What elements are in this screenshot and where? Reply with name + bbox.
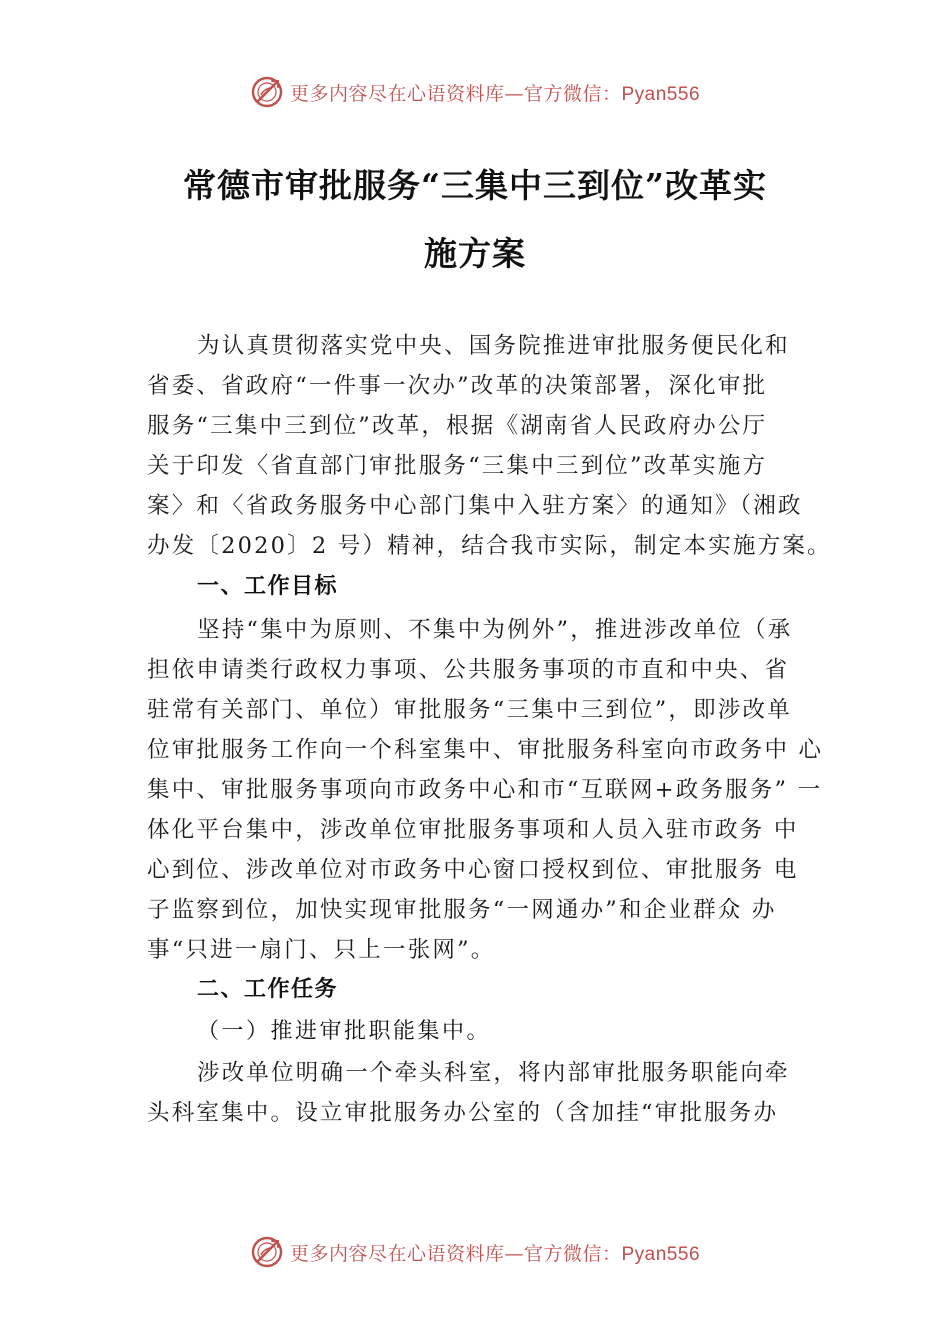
paragraph-line: 为认真贯彻落实党中央、国务院推进审批服务便民化和 xyxy=(197,333,790,359)
wechat-id: Pyan556 xyxy=(621,83,701,105)
watermark-text: 更多内容尽在心语资料库—官方微信：Pyan556 xyxy=(289,82,701,105)
subsection-heading: （一）推进审批职能集中。 xyxy=(197,1019,492,1044)
paragraph-line: 驻常有关部门、单位）审批服务“三集中三到位”，即涉改单 xyxy=(147,697,792,723)
paragraph-line: 心到位、涉改单位对市政务中心窗口授权到位、审批服务 电 xyxy=(147,857,799,883)
paragraph-line: 体化平台集中，涉改单位审批服务事项和人员入驻市政务 中 xyxy=(147,817,799,843)
paragraph-line: 子监察到位，加快实现审批服务“一网通办”和企业群众 办 xyxy=(147,897,777,923)
watermark-logo-icon xyxy=(250,75,284,109)
paragraph-line: 坚持“集中为原则、不集中为例外”，推进涉改单位（承 xyxy=(197,617,793,643)
paragraph-line: 位审批服务工作向一个科室集中、审批服务科室向市政务中 心 xyxy=(147,737,824,763)
document-title-line-2: 施方案 xyxy=(424,234,526,273)
section-heading-goals: 一、工作目标 xyxy=(197,574,339,599)
paragraph-line: 办发〔2020〕2 号）精神，结合我市实际，制定本实施方案。 xyxy=(147,533,832,559)
document-title-line-1: 常德市审批服务“三集中三到位”改革实 xyxy=(183,166,767,205)
wechat-id: Pyan556 xyxy=(621,1243,701,1265)
watermark-banner-top xyxy=(0,72,950,112)
paragraph-line: 事“只进一扇门、只上一张网”。 xyxy=(147,937,496,963)
paragraph-line: 担依申请类行政权力事项、公共服务事项的市直和中央、省 xyxy=(147,657,790,683)
paragraph-line: 案〉和〈省政务服务中心部门集中入驻方案〉的通知》（湘政 xyxy=(147,493,803,519)
paragraph-line: 集中、审批服务事项向市政务中心和市“互联网+政务服务” 一 xyxy=(147,777,823,803)
watermark-banner-bottom xyxy=(0,1232,950,1272)
paragraph-line: 涉改单位明确一个牵头科室，将内部审批服务职能向牵 xyxy=(197,1060,790,1086)
watermark-text: 更多内容尽在心语资料库—官方微信：Pyan556 xyxy=(289,1242,701,1265)
paragraph-line: 关于印发〈省直部门审批服务“三集中三到位”改革实施方 xyxy=(147,453,768,479)
paragraph-line: 服务“三集中三到位”改革，根据《湖南省人民政府办公厅 xyxy=(147,413,768,439)
watermark-logo-icon xyxy=(250,1235,284,1269)
paragraph-line: 省委、省政府“一件事一次办”改革的决策部署，深化审批 xyxy=(147,373,768,399)
paragraph-line: 头科室集中。设立审批服务办公室的（含加挂“审批服务办 xyxy=(147,1100,779,1126)
section-heading-tasks: 二、工作任务 xyxy=(197,977,339,1002)
